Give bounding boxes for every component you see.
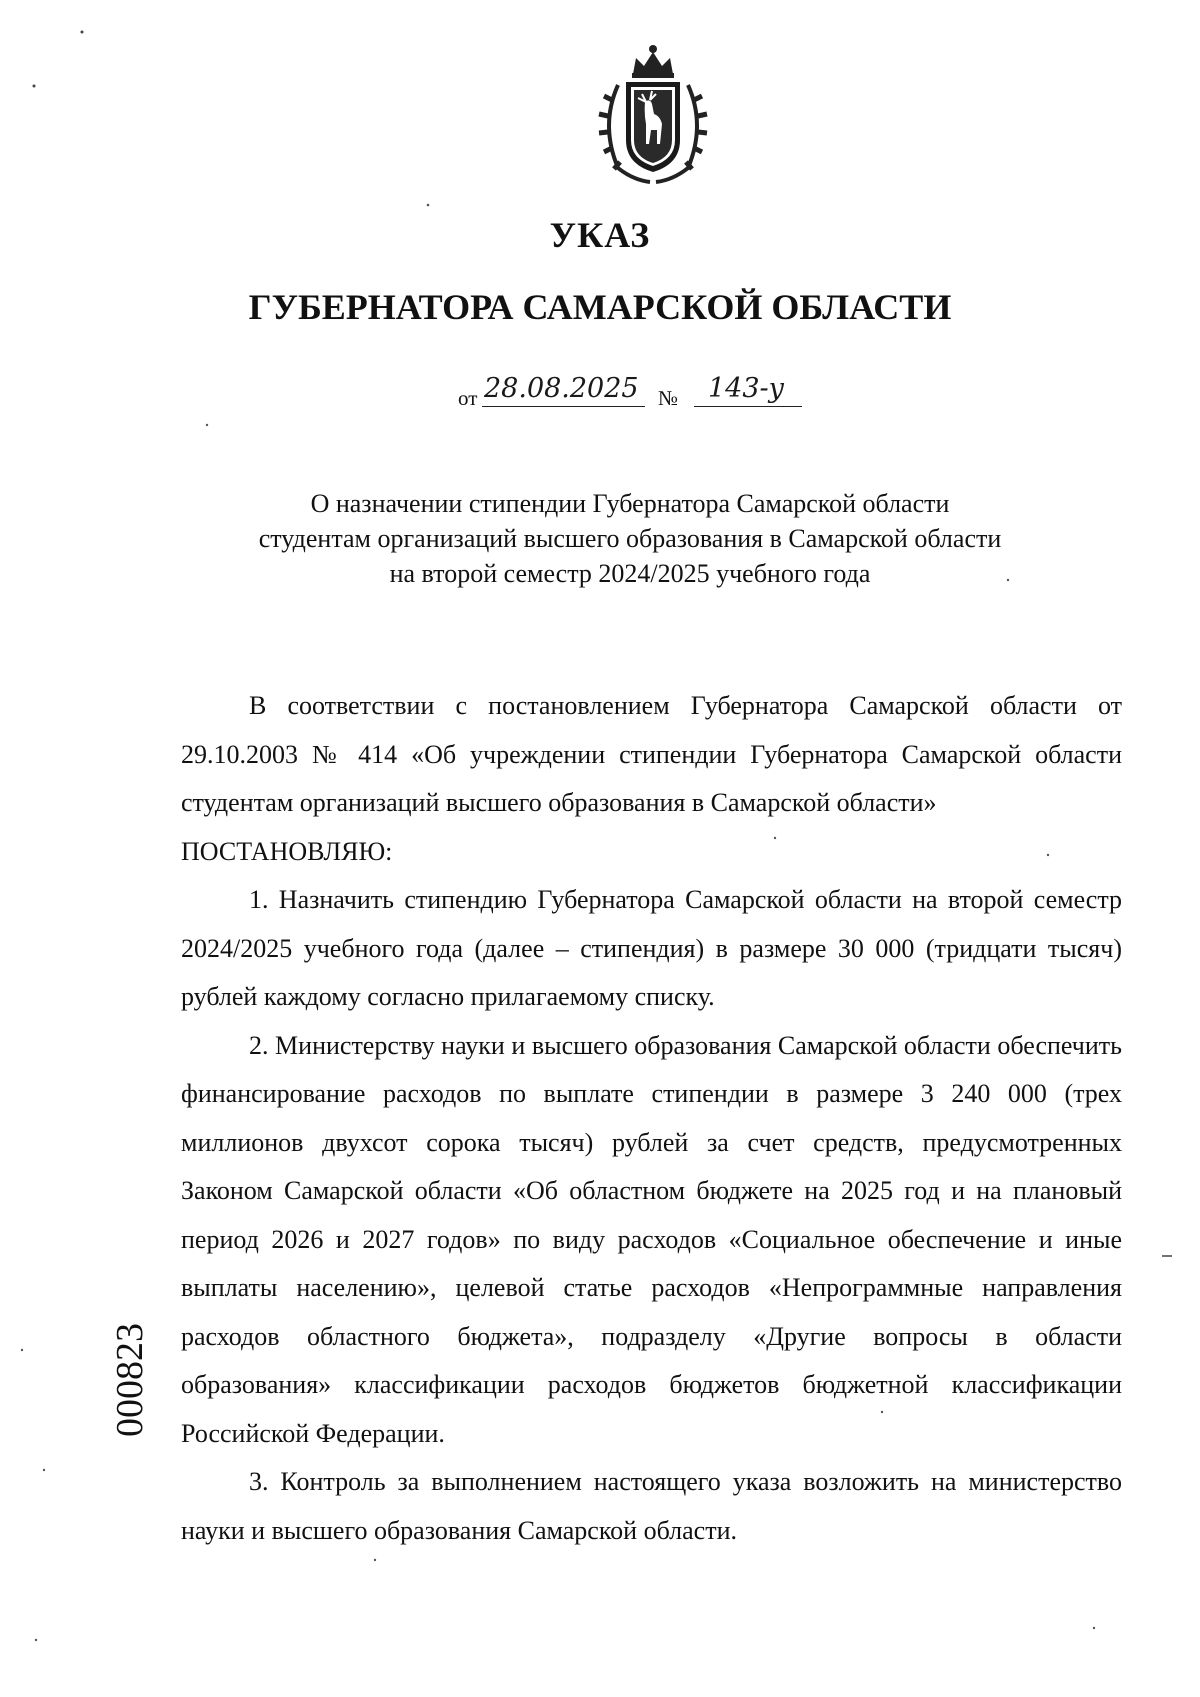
document-issuer: ГУБЕРНАТОРА САМАРСКОЙ ОБЛАСТИ: [248, 287, 952, 327]
handwritten-date: 28.08.2025: [482, 372, 645, 407]
side-serial-number: 000823: [109, 1323, 151, 1437]
samara-coat-of-arms-icon: [588, 40, 718, 186]
subject-line: студентам организаций высшего образования в Самарской области: [258, 524, 1002, 553]
document-body: [181, 682, 1122, 1555]
clause-2: 2. Министерству науки и высшего образования Самарской области обеспечить финансирование расходов по выплате стипендии в размере 3 240 000 (трех миллионов двухсот сорока тысяч) рублей за счет средств, предусмотренных Законом Самарской области «Об областном бюджете на 2025 год и на плановый период 2026 и 2027 годов» по виду расходов «Социальное обеспечение и иные выплаты населению», целевой статье расходов «Непрограммные направления расходов областного бюджета», подразделу «Другие вопросы в области образования» классификации расходов бюджетов бюджетной классификации Российской Федерации.: [181, 1030, 1122, 1448]
preamble-paragraph: В соответствии с постановлением Губернатора Самарской области от 29.10.2003 № 414 «Об учреждении стипендии Губернатора Самарской области студентам организаций высшего образования в Самарской области»: [181, 691, 1122, 817]
document-title: УКАЗ: [549, 215, 651, 255]
clause-1: 1. Назначить стипендию Губернатора Самарской области на второй семестр 2024/2025 учебного года (далее – стипендия) в размере 30 000 (тридцати тысяч) рублей каждому согласно прилагаемому списку.: [181, 885, 1122, 1011]
clause-3: 3. Контроль за выполнением настоящего указа возложить на министерство науки и высшего образования Самарской области.: [181, 1467, 1122, 1545]
subject-line: О назначении стипендии Губернатора Самарской области: [310, 489, 950, 518]
handwritten-number: 143-у: [694, 372, 802, 407]
decree-word: ПОСТАНОВЛЯЮ:: [181, 836, 393, 866]
date-label: от: [458, 386, 478, 410]
document-subject: [200, 486, 1060, 591]
number-label: №: [658, 386, 679, 410]
subject-line: на второй семестр 2024/2025 учебного года: [389, 559, 871, 588]
